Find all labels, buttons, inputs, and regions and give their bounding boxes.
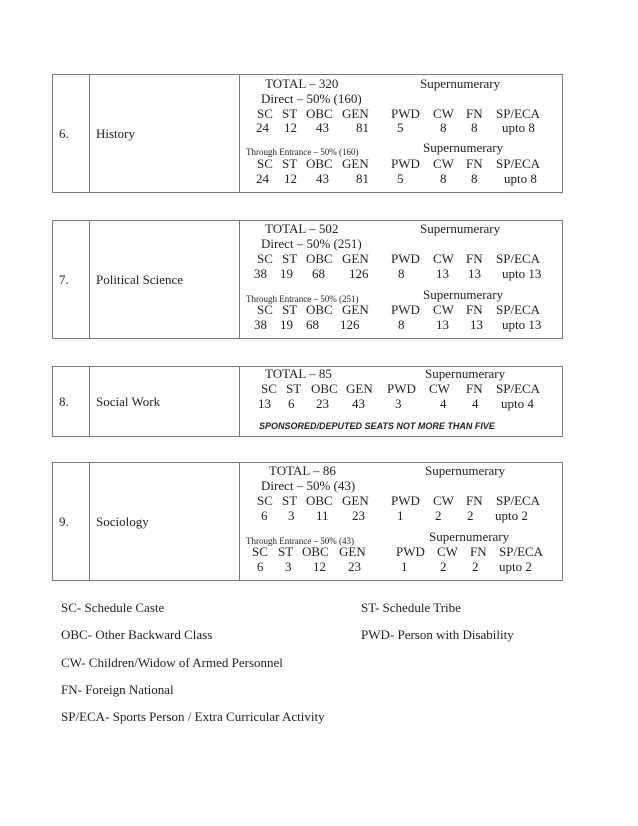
head-fn: FN bbox=[466, 381, 483, 396]
head2-cw: CW bbox=[433, 156, 454, 171]
val-gen: 81 bbox=[356, 120, 369, 135]
entrance-quota: Through Entrance – 50% (160) bbox=[246, 147, 359, 157]
direct-quota: Direct – 50% (43) bbox=[261, 478, 356, 493]
head2-st: ST bbox=[282, 156, 298, 171]
val2-cw: 13 bbox=[436, 317, 449, 332]
head-cw: CW bbox=[429, 381, 450, 396]
seat-breakdown-cell bbox=[240, 367, 562, 436]
val2-cw: 8 bbox=[440, 171, 447, 186]
legend-pwd: PWD- Person with Disability bbox=[361, 627, 514, 642]
val-pwd: 3 bbox=[395, 396, 402, 411]
head-sp-eca: SP/ECA bbox=[496, 106, 541, 121]
head-gen: GEN bbox=[342, 251, 369, 266]
row-number-cell bbox=[53, 367, 90, 436]
head-gen: GEN bbox=[342, 493, 369, 508]
head-gen: GEN bbox=[346, 381, 373, 396]
val-cw: 8 bbox=[440, 120, 447, 135]
head-cw: CW bbox=[433, 493, 454, 508]
head-sp-eca: SP/ECA bbox=[496, 493, 541, 508]
val-pwd: 5 bbox=[397, 120, 404, 135]
head2-sc: SC bbox=[252, 544, 268, 559]
head-fn: FN bbox=[466, 106, 483, 121]
legend-obc: OBC- Other Backward Class bbox=[61, 627, 213, 642]
head-gen: GEN bbox=[342, 106, 369, 121]
val-sp-eca: upto 4 bbox=[501, 396, 534, 411]
legend-sp-eca: SP/ECA- Sports Person / Extra Curricular Activity bbox=[61, 709, 325, 724]
head2-sp-eca: SP/ECA bbox=[496, 156, 541, 171]
subject-cell bbox=[90, 463, 240, 580]
head-obc: OBC bbox=[306, 493, 333, 508]
val2-st: 12 bbox=[284, 171, 297, 186]
row-number: 6. bbox=[59, 125, 69, 141]
val-gen: 23 bbox=[352, 508, 365, 523]
val-pwd: 1 bbox=[397, 508, 404, 523]
seat-breakdown-cell bbox=[240, 75, 562, 192]
val-sp-eca: upto 2 bbox=[495, 508, 528, 523]
val-sp-eca: upto 13 bbox=[502, 266, 542, 281]
head2-gen: GEN bbox=[342, 302, 369, 317]
val-fn: 4 bbox=[472, 396, 479, 411]
head-pwd: PWD bbox=[387, 381, 416, 396]
head-fn: FN bbox=[466, 251, 483, 266]
subject-name: Sociology bbox=[96, 513, 149, 529]
supernumerary-label: Supernumerary bbox=[420, 76, 501, 91]
head-sp-eca: SP/ECA bbox=[496, 381, 541, 396]
head-st: ST bbox=[286, 381, 302, 396]
head-sc: SC bbox=[257, 493, 273, 508]
val-cw: 13 bbox=[436, 266, 449, 281]
row-number: 7. bbox=[59, 271, 69, 287]
row-number: 9. bbox=[59, 513, 69, 529]
val-st: 19 bbox=[280, 266, 293, 281]
head-pwd: PWD bbox=[391, 493, 420, 508]
legend-st: ST- Schedule Tribe bbox=[361, 600, 461, 615]
head2-pwd: PWD bbox=[391, 302, 420, 317]
head2-fn: FN bbox=[466, 156, 483, 171]
val-sc: 38 bbox=[254, 266, 267, 281]
head2-fn: FN bbox=[470, 544, 487, 559]
val2-obc: 43 bbox=[316, 171, 329, 186]
total-seats: TOTAL – 85 bbox=[265, 366, 332, 381]
row-number-cell bbox=[53, 463, 90, 580]
subject-name: Political Science bbox=[96, 271, 184, 287]
val2-sc: 6 bbox=[257, 559, 264, 574]
legend-cw: CW- Children/Widow of Armed Personnel bbox=[61, 655, 283, 670]
subject-cell bbox=[90, 221, 240, 338]
supernumerary-label: Supernumerary bbox=[420, 221, 501, 236]
supernumerary-label-2: Supernumerary bbox=[423, 287, 504, 302]
head-sc: SC bbox=[257, 106, 273, 121]
val-gen: 126 bbox=[349, 266, 369, 281]
direct-quota: Direct – 50% (251) bbox=[261, 236, 362, 251]
val2-gen: 23 bbox=[348, 559, 361, 574]
val2-pwd: 8 bbox=[398, 317, 405, 332]
head2-pwd: PWD bbox=[396, 544, 425, 559]
entrance-quota: Through Entrance – 50% (43) bbox=[246, 536, 354, 546]
val-fn: 8 bbox=[471, 120, 478, 135]
head2-obc: OBC bbox=[302, 544, 329, 559]
val2-fn: 8 bbox=[471, 171, 478, 186]
val2-pwd: 1 bbox=[401, 559, 408, 574]
head-fn: FN bbox=[466, 493, 483, 508]
head-sc: SC bbox=[257, 251, 273, 266]
val2-sp-eca: upto 8 bbox=[504, 171, 537, 186]
head2-gen: GEN bbox=[339, 544, 366, 559]
head-pwd: PWD bbox=[391, 106, 420, 121]
head2-obc: OBC bbox=[306, 156, 333, 171]
head2-obc: OBC bbox=[306, 302, 333, 317]
subject-cell bbox=[90, 75, 240, 192]
head-sc: SC bbox=[261, 381, 277, 396]
val-obc: 68 bbox=[312, 266, 325, 281]
val2-st: 19 bbox=[280, 317, 293, 332]
head2-sp-eca: SP/ECA bbox=[499, 544, 544, 559]
val-pwd: 8 bbox=[398, 266, 405, 281]
val-gen: 43 bbox=[352, 396, 365, 411]
total-seats: TOTAL – 502 bbox=[265, 221, 339, 236]
val-sc: 24 bbox=[256, 120, 269, 135]
head2-fn: FN bbox=[466, 302, 483, 317]
val2-gen: 81 bbox=[356, 171, 369, 186]
val2-st: 3 bbox=[285, 559, 292, 574]
head2-pwd: PWD bbox=[391, 156, 420, 171]
val-st: 6 bbox=[288, 396, 295, 411]
head-cw: CW bbox=[433, 251, 454, 266]
val-sp-eca: upto 8 bbox=[502, 120, 535, 135]
row-number: 8. bbox=[59, 393, 69, 409]
head2-sc: SC bbox=[257, 156, 273, 171]
head2-st: ST bbox=[282, 302, 298, 317]
head-sp-eca: SP/ECA bbox=[496, 251, 541, 266]
direct-quota: Direct – 50% (160) bbox=[261, 91, 362, 106]
subject-name: History bbox=[96, 125, 135, 141]
head-obc: OBC bbox=[306, 251, 333, 266]
val-fn: 13 bbox=[468, 266, 481, 281]
val2-sp-eca: upto 2 bbox=[499, 559, 532, 574]
val2-obc: 12 bbox=[313, 559, 326, 574]
val2-fn: 2 bbox=[472, 559, 479, 574]
seat-row-sociology bbox=[52, 462, 563, 581]
supernumerary-label-2: Supernumerary bbox=[429, 529, 510, 544]
val-st: 12 bbox=[284, 120, 297, 135]
row-number-cell bbox=[53, 75, 90, 192]
val-st: 3 bbox=[288, 508, 295, 523]
supernumerary-label-2: Supernumerary bbox=[423, 140, 504, 155]
val-cw: 2 bbox=[435, 508, 442, 523]
seat-row-history bbox=[52, 74, 563, 193]
seat-breakdown-cell bbox=[240, 221, 562, 338]
val2-obc: 68 bbox=[306, 317, 319, 332]
val-cw: 4 bbox=[440, 396, 447, 411]
head-obc: OBC bbox=[306, 106, 333, 121]
val-sc: 6 bbox=[261, 508, 268, 523]
supernumerary-label: Supernumerary bbox=[425, 463, 506, 478]
val-obc: 11 bbox=[316, 508, 329, 523]
legend-fn: FN- Foreign National bbox=[61, 682, 174, 697]
head2-cw: CW bbox=[433, 302, 454, 317]
subject-name: Social Work bbox=[96, 393, 161, 409]
val2-sp-eca: upto 13 bbox=[502, 317, 542, 332]
head-st: ST bbox=[282, 106, 298, 121]
val2-fn: 13 bbox=[470, 317, 483, 332]
supernumerary-label: Supernumerary bbox=[425, 366, 506, 381]
head-pwd: PWD bbox=[391, 251, 420, 266]
head2-st: ST bbox=[278, 544, 294, 559]
head2-cw: CW bbox=[437, 544, 458, 559]
total-seats: TOTAL – 320 bbox=[265, 76, 339, 91]
head2-sp-eca: SP/ECA bbox=[496, 302, 541, 317]
head-obc: OBC bbox=[311, 381, 338, 396]
val-fn: 2 bbox=[467, 508, 474, 523]
val2-gen: 126 bbox=[340, 317, 360, 332]
head-st: ST bbox=[282, 251, 298, 266]
val-sc: 13 bbox=[258, 396, 271, 411]
head-st: ST bbox=[282, 493, 298, 508]
total-seats: TOTAL – 86 bbox=[269, 463, 336, 478]
head-cw: CW bbox=[433, 106, 454, 121]
val2-pwd: 5 bbox=[397, 171, 404, 186]
sponsored-note: SPONSORED/DEPUTED SEATS NOT MORE THAN FIVE bbox=[259, 421, 495, 431]
head2-gen: GEN bbox=[342, 156, 369, 171]
head2-sc: SC bbox=[257, 302, 273, 317]
seat-row-political-science bbox=[52, 220, 563, 339]
entrance-quota: Through Entrance – 50% (251) bbox=[246, 294, 359, 304]
val2-cw: 2 bbox=[440, 559, 447, 574]
seat-breakdown-cell bbox=[240, 463, 562, 580]
seat-row-social-work bbox=[52, 366, 563, 437]
legend-sc: SC- Schedule Caste bbox=[61, 600, 165, 615]
row-number-cell bbox=[53, 221, 90, 338]
val-obc: 43 bbox=[316, 120, 329, 135]
val2-sc: 24 bbox=[256, 171, 269, 186]
val-obc: 23 bbox=[316, 396, 329, 411]
subject-cell bbox=[90, 367, 240, 436]
val2-sc: 38 bbox=[254, 317, 267, 332]
